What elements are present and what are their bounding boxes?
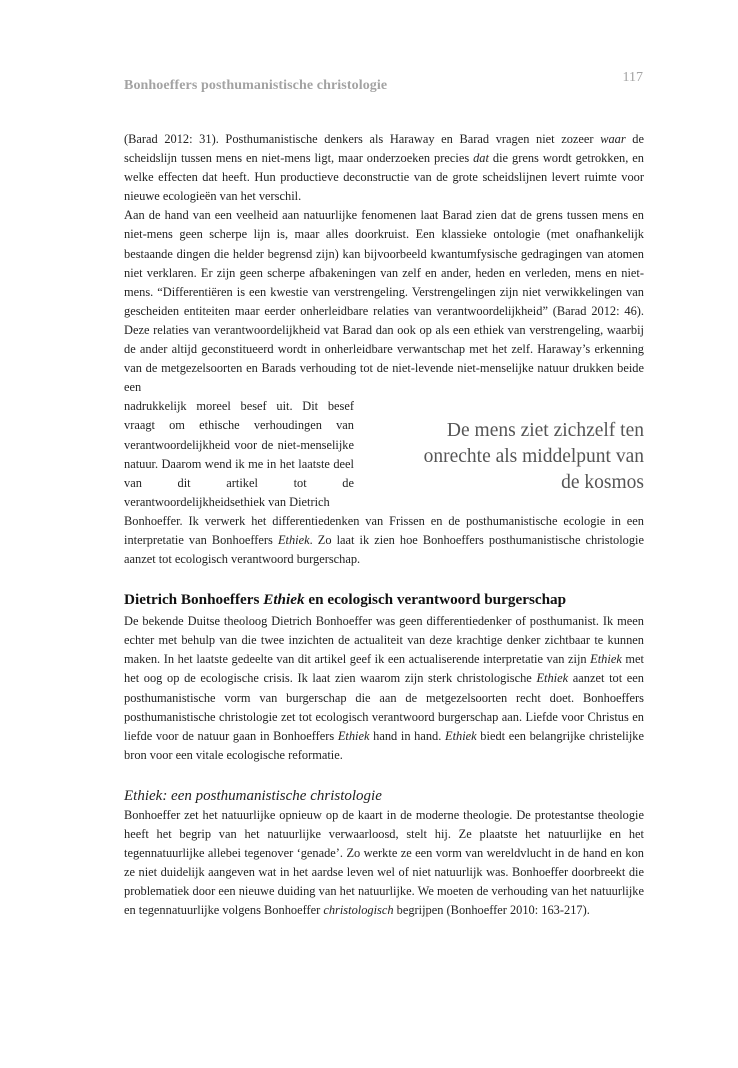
page-number: 117 xyxy=(622,70,643,85)
emphasis: Ethiek xyxy=(337,728,370,743)
text-run: Dietrich Bonhoeffers xyxy=(124,591,264,609)
text-run: De bekende Duitse theoloog Dietrich Bonhoeffer was geen differentiedenker of posthumanist. Ik meen echter met behulp van die twee inzichten de actualiteit van deze krachtige denker zichtbaar te kunnen maken. In het laatste gedeelte van dit artikel geef ik een actualiserende interpretatie van zijn xyxy=(124,614,644,667)
text-run: Bonhoeffer. Ik verwerk het differentiedenken van Frissen en de posthumanistische ecologie in een interpretatie van Bonhoeffers xyxy=(124,513,644,547)
paragraph-1 xyxy=(124,130,644,206)
paragraph-2-continued: nadrukkelijk moreel besef uit. Dit besef vraagt om ethische verhoudingen van verantwoordelijkheid voor de niet-menselijke natuur. Daarom wend ik me in het laatste deel van dit artikel tot de verantwoordelijkheidsethiek van Dietrich xyxy=(124,399,354,509)
text-run: aanzet tot een posthumanistische vorm van burgerschap die aan de metgezelsoorten recht doet. Bonhoeffers posthumanistische christologie zet tot ecologisch verantwoord burgerschap aan. Liefde voor Christus en liefde voor de natuur gaan in Bonhoeffers xyxy=(124,671,644,743)
paragraph-2-end xyxy=(124,512,644,569)
paragraph-3 xyxy=(124,612,644,765)
running-head: Bonhoeffers posthumanistische christologie xyxy=(124,78,388,93)
paragraph-2-narrow xyxy=(124,397,354,512)
emphasis: Ethiek xyxy=(263,591,305,609)
emphasis: dat xyxy=(473,151,489,166)
emphasis: Ethiek xyxy=(536,671,569,686)
text-run: en ecologisch verantwoord burgerschap xyxy=(304,591,567,609)
pull-quote: De mens ziet zichzelf ten onrechte als middelpunt van de kosmos xyxy=(423,420,644,494)
text-run: de scheidslijn tussen mens en niet-mens ligt, maar onderzoeken precies xyxy=(124,132,644,166)
text-run: begrijpen (Bonhoeffer 2010: 163-217). xyxy=(393,903,590,918)
text-run: . Zo laat ik zien hoe Bonhoeffers posthumanistische christologie aanzet tot ecologisch verantwoord burgerschap. xyxy=(124,532,644,567)
body-text xyxy=(124,130,644,920)
emphasis: christologisch xyxy=(323,903,394,918)
text-run: Bonhoeffer zet het natuurlijke opnieuw op de kaart in de moderne theologie. De protestantse theologie heeft het begrip van het natuurlijke verwaarloosd, stelt hij. Ze plaatste het natuurlijke en het tegennatuurlijke allebei tegenover ‘genade’. Zo werkte ze een vorm van wereldvlucht in de hand en kon ze niet duidelijk aangeven wat in het aardse leven wel of niet natuurlijk was. Bonhoeffer doorbreekt die problematiek door een nieuwe duiding van het natuurlijke. We moeten de verhouding van het natuurlijke en tegennatuurlijke volgens Bonhoeffer xyxy=(124,807,644,918)
text-run: hand in hand. xyxy=(369,728,445,743)
text-run: met het oog op de ecologische crisis. Ik laat zien waarom zijn sterk christologische xyxy=(124,652,644,686)
text-run: die grens wordt getrokken, en welke effecten dat heeft. Hun productieve deconstructie van de grote scheidslijnen levert ruimte voor nieuwe ecologieën van het verschil. xyxy=(124,151,644,204)
subsection-heading: Ethiek: een posthumanistische christologie xyxy=(124,787,382,804)
emphasis: Ethiek xyxy=(445,728,477,743)
emphasis: Ethiek xyxy=(277,532,310,547)
paragraph-4 xyxy=(124,806,644,921)
paragraph-2: Aan de hand van een veelheid aan natuurlijke fenomenen laat Barad zien dat de grens tussen mens en niet-mens geen scherpe lijn is, maar alles doorkruist. Een klassieke ontologie (met onafhankelijk bestaande dingen die helder begrensd zijn) kan bijvoorbeeld kwantumfysische gedragingen van atomen niet verklaren. Er zijn geen scherpe afbakeningen van zelf en ander, heden en verleden, mens en niet-mens. “Differentiëren is een kwestie van verstrengeling. Verstrengelingen zijn niet verwikkelingen van gescheiden entiteiten maar eerder onherleidbare relaties van verantwoordelijkheid” (Barad 2012: 46). Deze relaties van verantwoordelijkheid vat Barad dan ook op als een ethiek van verstrengeling, waarbij de ander altijd geconstitueerd wordt in onherleidbare verwantschap met het zelf. Haraway’s erkenning van de metgezelsoorten en Barads verhouding tot de niet-levende niet-menselijke natuur drukken beide een xyxy=(124,208,644,395)
section-heading xyxy=(124,590,644,610)
text-run: (Barad 2012: 31). Posthumanistische denkers als Haraway en Barad vragen niet zozeer xyxy=(124,132,601,146)
emphasis: waar xyxy=(600,132,626,146)
text-run: biedt een belangrijke christelijke bron voor een vitale ecologische reformatie. xyxy=(124,728,644,762)
pullquote-block xyxy=(124,397,644,512)
emphasis: Ethiek xyxy=(590,652,622,667)
